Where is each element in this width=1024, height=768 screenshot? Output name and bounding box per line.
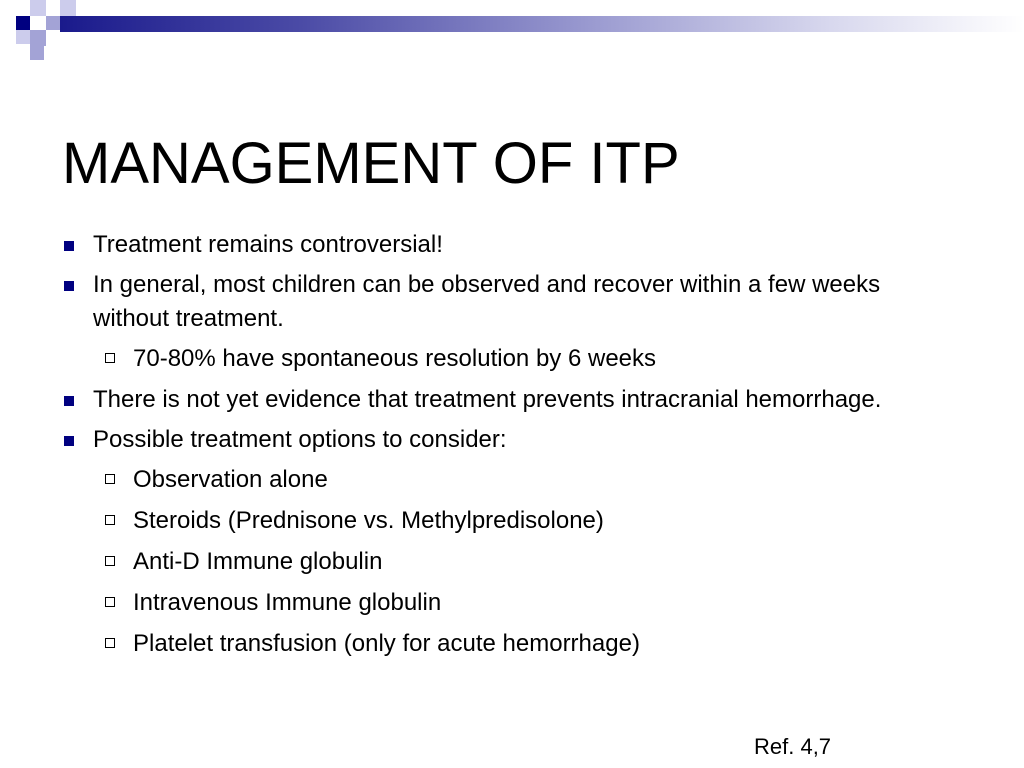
bullet-item xyxy=(62,423,962,457)
hollow-square-bullet-icon xyxy=(105,474,115,484)
sub-bullet-item xyxy=(62,342,962,376)
decor-square-pale-2 xyxy=(60,0,76,16)
decor-square-lavender xyxy=(46,16,60,30)
decor-square-lavender-2 xyxy=(30,30,46,46)
decor-square-lavender-3 xyxy=(30,46,44,60)
sub-bullet-item xyxy=(62,586,962,620)
bullet-item xyxy=(62,383,962,417)
hollow-square-bullet-icon xyxy=(105,597,115,607)
hollow-square-bullet-icon xyxy=(105,556,115,566)
square-bullet-icon xyxy=(64,281,74,291)
hollow-square-bullet-icon xyxy=(105,515,115,525)
decor-square-pale-3 xyxy=(16,30,30,44)
sub-bullet-item xyxy=(62,463,962,497)
square-bullet-icon xyxy=(64,396,74,406)
header-gradient-band xyxy=(60,16,1024,32)
sub-bullet-item xyxy=(62,504,962,538)
decor-square-navy xyxy=(16,16,30,30)
slide-body xyxy=(62,228,962,668)
bullet-text: In general, most children can be observed and recover within a few weeks without treatment. xyxy=(93,271,881,332)
bullet-text: Possible treatment options to consider: xyxy=(93,426,507,453)
sub-bullet-text: Platelet transfusion (only for acute hemorrhage) xyxy=(133,630,640,657)
sub-bullet-item xyxy=(62,545,962,579)
sub-bullet-text: Observation alone xyxy=(133,466,328,493)
sub-bullet-text: Anti-D Immune globulin xyxy=(133,548,383,575)
bullet-item xyxy=(62,228,962,262)
slide-title: MANAGEMENT OF ITP xyxy=(62,131,680,196)
sub-bullet-item xyxy=(62,627,962,661)
sub-bullet-text: Steroids (Prednisone vs. Methylpredisolone) xyxy=(133,507,604,534)
square-bullet-icon xyxy=(64,436,74,446)
hollow-square-bullet-icon xyxy=(105,353,115,363)
bullet-text: There is not yet evidence that treatment prevents intracranial hemorrhage. xyxy=(93,386,882,413)
decor-square-pale xyxy=(30,0,46,16)
bullet-text: Treatment remains controversial! xyxy=(93,231,443,258)
bullet-item xyxy=(62,268,962,336)
sub-bullet-text: Intravenous Immune globulin xyxy=(133,589,442,616)
hollow-square-bullet-icon xyxy=(105,638,115,648)
square-bullet-icon xyxy=(64,241,74,251)
reference-note: Ref. 4,7 xyxy=(754,734,832,759)
sub-bullet-text: 70-80% have spontaneous resolution by 6 weeks xyxy=(133,345,657,372)
